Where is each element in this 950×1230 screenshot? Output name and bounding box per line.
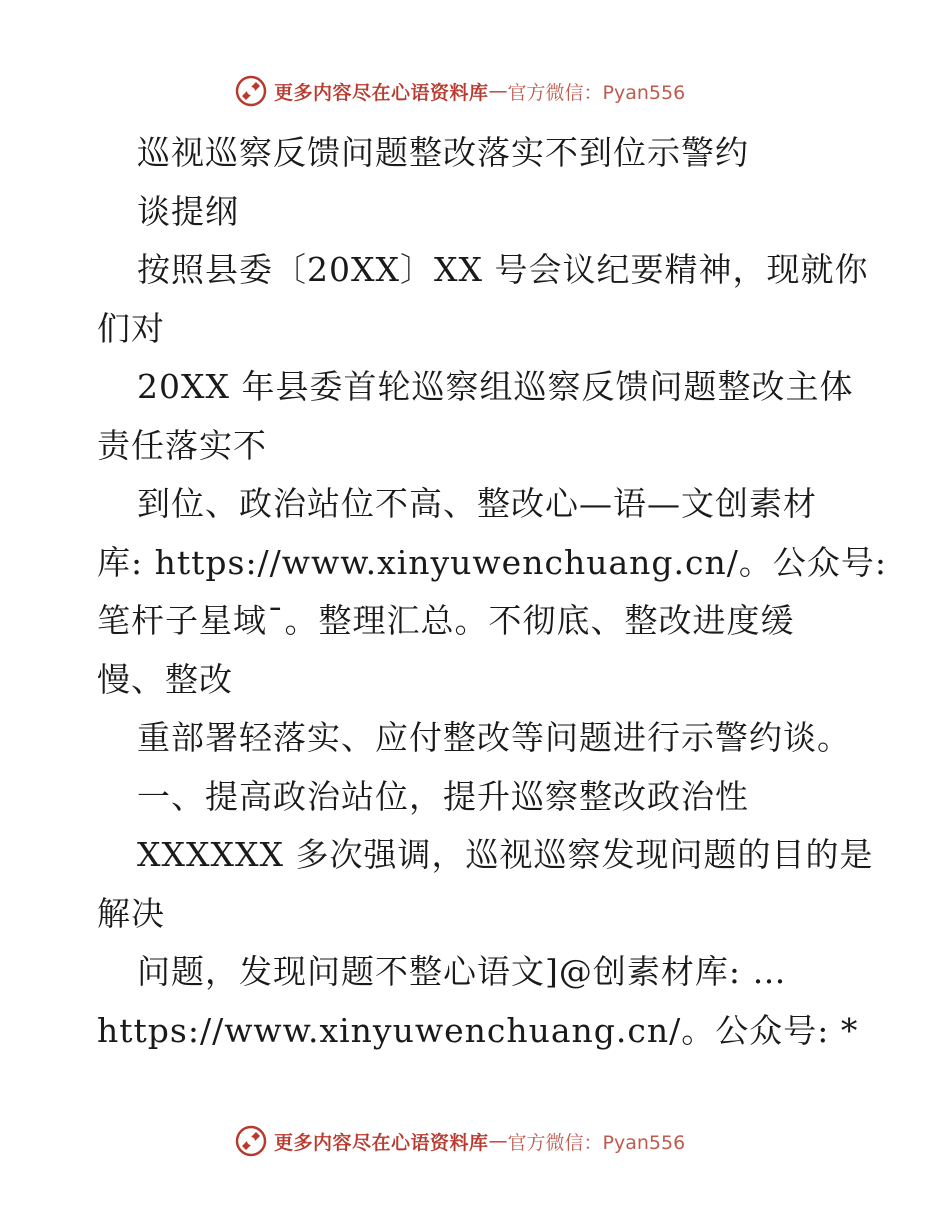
document-line: 20XX 年县委首轮巡察组巡察反馈问题整改主体 [137,367,854,406]
logo-icon [234,1124,268,1158]
footer-watermark [234,1122,754,1160]
document-line: 笔杆子星域¯。整理汇总。不彻底、整改进度缓 [97,601,795,640]
watermark-main-text: 更多内容尽在心语资料库 [274,1131,489,1154]
watermark-wechat-text: 官方微信：Pyan556 [507,81,686,104]
watermark-dash: — [488,80,508,102]
document-line: 们对 [97,308,165,348]
document-line: 巡视巡察反馈问题整改落实不到位示警约 [137,133,749,172]
document-line: 解决 [97,893,165,933]
document-line: 责任落实不 [97,425,267,465]
document-body [97,124,887,1060]
document-line: 问题，发现问题不整心语文]@创素材库: … [137,952,787,991]
document-line: 谈提纲 [137,191,239,231]
header-watermark [234,72,754,110]
document-line: https://www.xinyuwenchuang.cn/。公众号: * [97,1010,859,1050]
watermark-main-text: 更多内容尽在心语资料库 [274,81,489,104]
watermark-dash: — [488,1130,508,1152]
document-line: 一、提高政治站位，提升巡察整改政治性 [137,776,749,816]
document-line: 库: https://www.xinyuwenchuang.cn/。公众号: [97,542,887,582]
document-line: 按照县委〔20XX〕XX 号会议纪要精神，现就你 [137,250,869,289]
document-line: 到位、政治站位不高、整改心—语—文创素材 [137,484,817,523]
logo-icon [234,74,268,108]
document-line: 重部署轻落实、应付整改等问题进行示警约谈。 [137,718,851,757]
document-line: XXXXXX 多次强调，巡视巡察发现问题的目的是 [137,835,874,874]
watermark-wechat-text: 官方微信：Pyan556 [507,1131,686,1154]
document-line: 慢、整改 [97,659,233,699]
